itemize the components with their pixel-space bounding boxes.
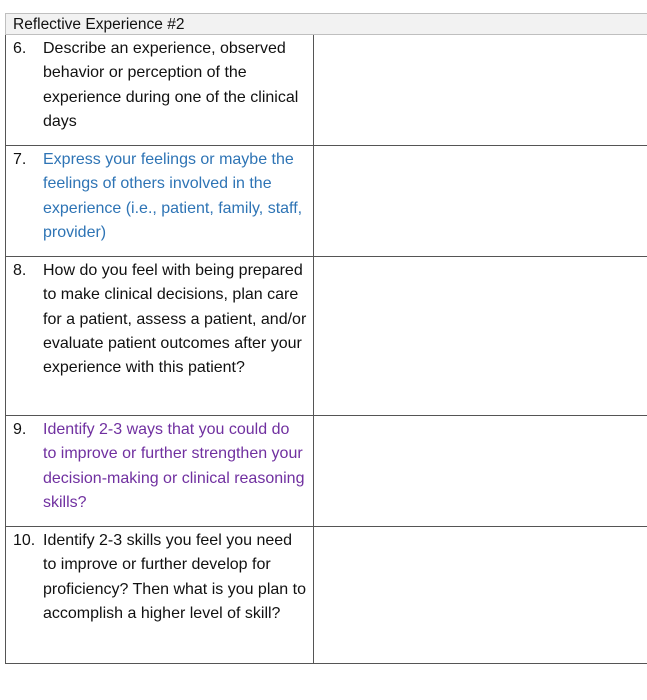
question-cell — [6, 146, 314, 257]
answer-cell-7[interactable] — [314, 146, 647, 257]
answer-cell-10[interactable] — [314, 527, 647, 664]
table-row — [6, 527, 647, 664]
question-cell — [6, 35, 314, 146]
question-cell — [6, 527, 314, 664]
table-row — [6, 35, 647, 146]
question-number: 10. — [13, 532, 36, 549]
question-text: Identify 2-3 ways that you could do to improve or further strengthen your decision-making or clinical reasoning skills? — [43, 421, 305, 511]
question-text: Identify 2-3 skills you feel you need to improve or further develop for proficiency? Then what is you plan to accomplish a higher level of skill? — [43, 532, 306, 622]
question-text: Express your feelings or maybe the feelings of others involved in the experience (i.e., patient, family, staff, provider) — [43, 151, 303, 241]
reflective-experience-form — [5, 13, 647, 664]
answer-cell-9[interactable] — [314, 416, 647, 527]
question-cell — [6, 416, 314, 527]
question-number: 9. — [13, 421, 27, 438]
section-title: Reflective Experience #2 — [5, 13, 647, 35]
questions-table — [5, 35, 647, 664]
table-row — [6, 416, 647, 527]
table-row — [6, 146, 647, 257]
question-7 — [6, 146, 313, 245]
table-row — [6, 257, 647, 416]
question-6 — [6, 35, 313, 134]
question-number: 6. — [13, 40, 27, 57]
answer-cell-6[interactable] — [314, 35, 647, 146]
question-9 — [6, 416, 313, 515]
question-cell — [6, 257, 314, 416]
question-10 — [6, 527, 313, 626]
question-text: Describe an experience, observed behavior or perception of the experience during one of the clinical days — [43, 40, 299, 130]
answer-cell-8[interactable] — [314, 257, 647, 416]
question-8 — [6, 257, 313, 380]
question-number: 7. — [13, 151, 27, 168]
question-text: How do you feel with being prepared to make clinical decisions, plan care for a patient, assess a patient, and/or evaluate patient outcomes after your experience with this patient? — [43, 262, 307, 377]
question-number: 8. — [13, 262, 27, 279]
